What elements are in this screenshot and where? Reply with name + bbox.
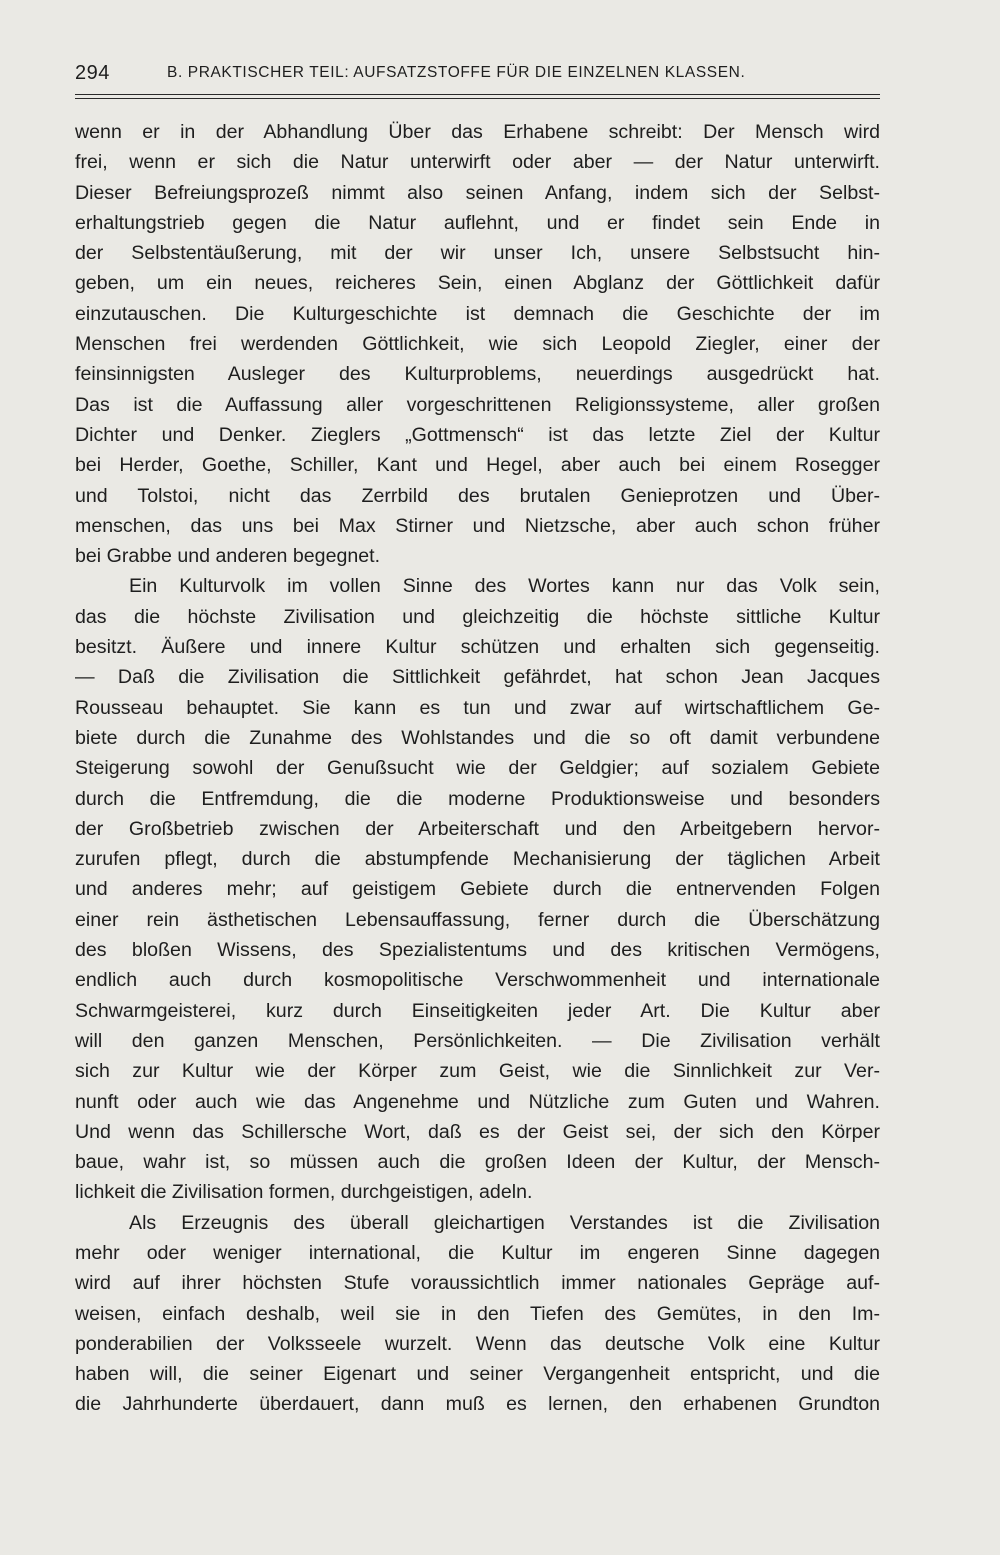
text-line: Dichter und Denker. Zieglers „Gottmensch“ ist das letzte Ziel der Kultur (75, 423, 880, 446)
page-header (75, 62, 880, 92)
text-line: und Tolstoi, nicht das Zerrbild des brutalen Genieprotzen und Über- (75, 484, 880, 507)
text-line: Menschen frei werdenden Göttlichkeit, wie sich Leopold Ziegler, einer der (75, 333, 880, 356)
body-text (75, 117, 880, 1420)
paragraph-end-line: bei Grabbe und anderen begegnet. (75, 545, 381, 568)
running-head: B. PRAKTISCHER TEIL: AUFSATZSTOFFE FÜR DIE EINZELNEN KLASSEN. (167, 64, 746, 81)
text-line: das die höchste Zivilisation und gleichzeitig die höchste sittliche Kultur (75, 605, 880, 628)
text-line: nunft oder auch wie das Angenehme und Nützliche zum Guten und Wahren. (75, 1090, 880, 1113)
text-line: menschen, das uns bei Max Stirner und Nietzsche, aber auch schon früher (75, 514, 880, 537)
text-line: wird auf ihrer höchsten Stufe voraussichtlich immer nationales Gepräge auf- (75, 1272, 880, 1295)
text-line: bei Herder, Goethe, Schiller, Kant und Hegel, aber auch bei einem Rosegger (75, 454, 880, 477)
text-line: Rousseau behauptet. Sie kann es tun und zwar auf wirtschaftlichem Ge- (75, 696, 880, 719)
text-line: wenn er in der Abhandlung Über das Erhabene schreibt: Der Mensch wird (75, 121, 880, 143)
text-line: baue, wahr ist, so müssen auch die großen Ideen der Kultur, der Mensch- (75, 1151, 880, 1174)
paragraph-start-line: Als Erzeugnis des überall gleichartigen Verstandes ist die Zivilisation (129, 1211, 880, 1234)
header-rule-bottom (75, 98, 880, 99)
text-line: biete durch die Zunahme des Wohlstandes und die so oft damit verbundene (75, 726, 880, 749)
text-line: frei, wenn er sich die Natur unterwirft oder aber — der Natur unterwirft. (75, 151, 880, 174)
page-number: 294 (75, 62, 110, 84)
text-line: die Jahrhunderte überdauert, dann muß es lernen, den erhabenen Grundton (75, 1393, 880, 1416)
text-line: feinsinnigsten Ausleger des Kulturproblems, neuerdings ausgedrückt hat. (75, 363, 880, 386)
text-line: sich zur Kultur wie der Körper zum Geist, wie die Sinnlichkeit zur Ver- (75, 1060, 880, 1083)
text-line: des bloßen Wissens, des Spezialistentums und des kritischen Vermögens, (75, 939, 880, 962)
text-line: Und wenn das Schillersche Wort, daß es der Geist sei, der sich den Körper (75, 1120, 880, 1143)
text-line: zurufen pflegt, durch die abstumpfende Mechanisierung der täglichen Arbeit (75, 848, 880, 871)
text-line: geben, um ein neues, reicheres Sein, einen Abglanz der Göttlichkeit dafür (75, 272, 880, 295)
text-line: ponderabilien der Volksseele wurzelt. Wenn das deutsche Volk eine Kultur (75, 1332, 880, 1355)
text-line: und anderes mehr; auf geistigem Gebiete durch die entnervenden Folgen (75, 878, 880, 901)
text-line: der Selbstentäußerung, mit der wir unser Ich, unsere Selbstsucht hin- (75, 242, 880, 265)
text-line: einzutauschen. Die Kulturgeschichte ist demnach die Geschichte der im (75, 302, 880, 325)
text-line: besitzt. Äußere und innere Kultur schützen und erhalten sich gegenseitig. (75, 636, 880, 659)
header-rule-top (75, 94, 880, 95)
text-line: will den ganzen Menschen, Persönlichkeiten. — Die Zivilisation verhält (75, 1029, 880, 1052)
text-line: haben will, die seiner Eigenart und seiner Vergangenheit entspricht, und die (75, 1363, 880, 1386)
text-line: durch die Entfremdung, die die moderne Produktionsweise und besonders (75, 787, 880, 810)
text-line: endlich auch durch kosmopolitische Verschwommenheit und internationale (75, 969, 880, 992)
text-line: Dieser Befreiungsprozeß nimmt also seinen Anfang, indem sich der Selbst- (75, 181, 880, 204)
text-line: der Großbetrieb zwischen der Arbeiterschaft und den Arbeitgebern hervor- (75, 817, 880, 840)
text-line: weisen, einfach deshalb, weil sie in den Tiefen des Gemütes, in den Im- (75, 1302, 880, 1325)
text-line: Das ist die Auffassung aller vorgeschrittenen Religionssysteme, aller großen (75, 393, 880, 416)
paragraph-end-line: lichkeit die Zivilisation formen, durchgeistigen, adeln. (75, 1181, 533, 1204)
text-line: Schwarmgeisterei, kurz durch Einseitigkeiten jeder Art. Die Kultur aber (75, 999, 880, 1022)
text-line: Steigerung sowohl der Genußsucht wie der Geldgier; auf sozialem Gebiete (75, 757, 880, 780)
text-line: mehr oder weniger international, die Kultur im engeren Sinne dagegen (75, 1241, 880, 1264)
text-line: — Daß die Zivilisation die Sittlichkeit gefährdet, hat schon Jean Jacques (75, 666, 880, 689)
text-line: erhaltungstrieb gegen die Natur auflehnt, und er findet sein Ende in (75, 211, 880, 234)
text-line: einer rein ästhetischen Lebensauffassung, ferner durch die Überschätzung (75, 908, 880, 931)
paragraph-start-line: Ein Kulturvolk im vollen Sinne des Wortes kann nur das Volk sein, (129, 575, 880, 598)
